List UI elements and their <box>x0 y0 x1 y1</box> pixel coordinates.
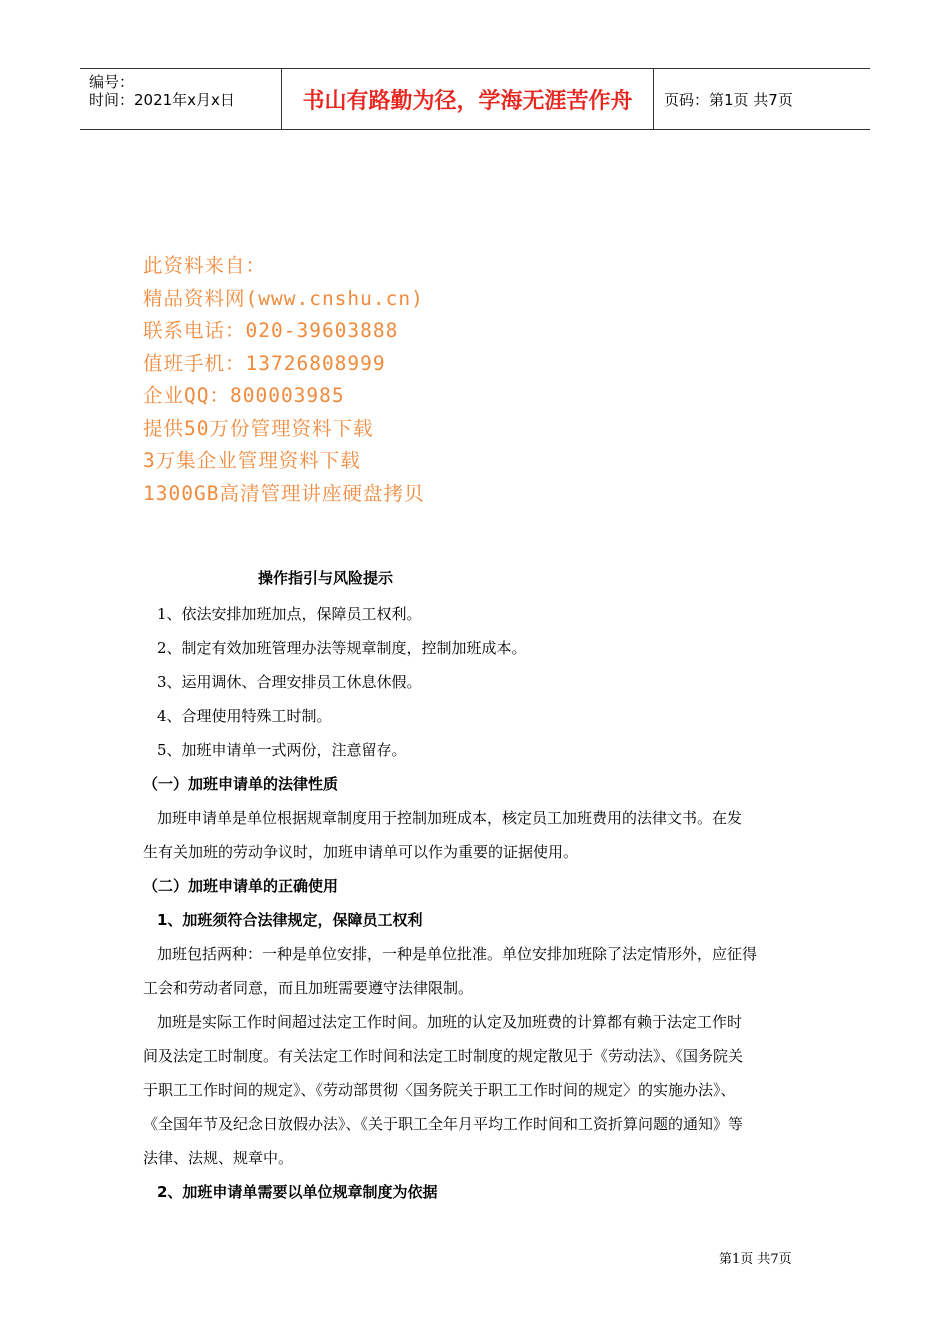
paragraph-line: 法律、法规、规章中。 <box>143 1149 294 1167</box>
paragraph-line: 于职工工作时间的规定》、《劳动部贯彻〈国务院关于职工工作时间的规定〉的实施办法》、 <box>143 1081 736 1099</box>
paragraph-line: 加班申请单是单位根据规章制度用于控制加班成本，核定员工加班费用的法律文书。在发 <box>157 809 743 827</box>
promo-line: 提供50万份管理资料下载 <box>143 416 374 440</box>
date-line: 时间：2021年x月x日 <box>89 91 235 109</box>
subsection-heading: 2、加班申请单需要以单位规章制度为依据 <box>157 1183 438 1201</box>
paragraph-line: 工会和劳动者同意，而且加班需要遵守法律限制。 <box>143 979 474 997</box>
list-item: 5、加班申请单一式两份，注意留存。 <box>157 741 407 759</box>
section-heading: （二）加班申请单的正确使用 <box>143 877 339 895</box>
list-item: 3、运用调休、合理安排员工休息休假。 <box>157 673 422 691</box>
promo-block <box>143 250 424 510</box>
list-item: 2、制定有效加班管理办法等规章制度，控制加班成本。 <box>157 639 527 657</box>
subsection-heading: 1、加班须符合法律规定，保障员工权利 <box>157 911 423 929</box>
promo-line: 企业QQ：800003985 <box>143 384 345 407</box>
promo-line: 此资料来自： <box>143 254 267 277</box>
list-item: 4、合理使用特殊工时制。 <box>157 707 332 725</box>
document-body <box>143 597 811 1209</box>
paragraph-line: 《全国年节及纪念日放假办法》、《关于职工全年月平均工作时间和工资折算问题的通知》等 <box>143 1115 744 1133</box>
section-heading: （一）加班申请单的法律性质 <box>143 775 339 793</box>
header-page-info: 页码：第1页 共7页 <box>664 90 793 109</box>
header-left-cell <box>80 69 281 129</box>
page-header <box>80 68 870 130</box>
promo-line: 精品资料网(www.cnshu.cn) <box>143 286 424 310</box>
promo-line: 联系电话：020-39603888 <box>143 319 399 342</box>
document-title: 操作指引与风险提示 <box>258 569 394 587</box>
promo-line: 值班手机：13726808999 <box>143 351 386 375</box>
paragraph-line: 生有关加班的劳动争议时，加班申请单可以作为重要的证据使用。 <box>143 843 579 861</box>
promo-line: 3万集企业管理资料下载 <box>143 449 361 472</box>
promo-line: 1300GB高清管理讲座硬盘拷贝 <box>143 481 425 505</box>
list-item: 1、依法安排加班加点，保障员工权利。 <box>157 605 422 623</box>
header-motto: 书山有路勤为径，学海无涯苦作舟 <box>281 69 654 129</box>
page-footer: 第1页 共7页 <box>719 1252 792 1267</box>
paragraph-line: 加班包括两种：一种是单位安排，一种是单位批准。单位安排加班除了法定情形外，应征得 <box>157 945 758 963</box>
number-label: 编号： <box>89 73 135 91</box>
paragraph-line: 间及法定工时制度。有关法定工作时间和法定工时制度的规定散见于《劳动法》、《国务院关 <box>143 1047 744 1065</box>
paragraph-line: 加班是实际工作时间超过法定工作时间。加班的认定及加班费的计算都有赖于法定工作时 <box>157 1013 743 1031</box>
